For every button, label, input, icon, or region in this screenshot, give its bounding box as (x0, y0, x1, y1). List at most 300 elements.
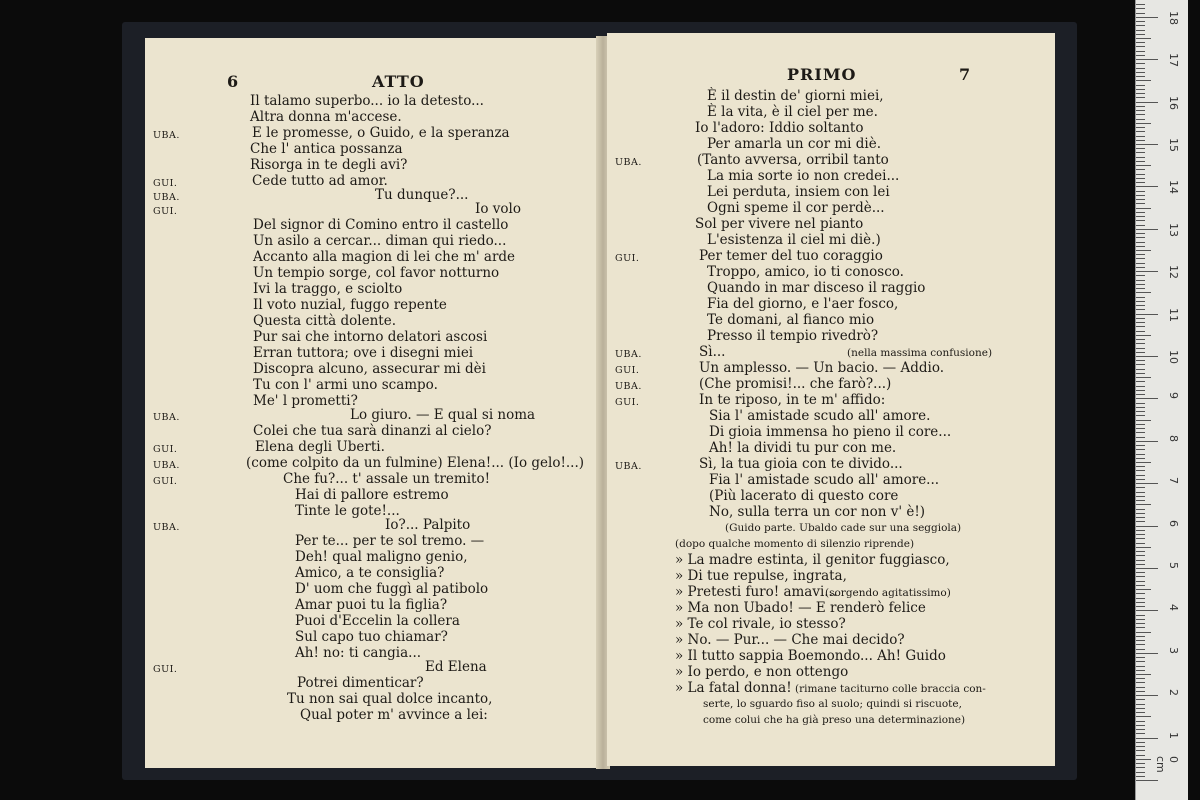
text-line: Elena degli Uberti. (255, 439, 385, 455)
ruler-tick (1136, 343, 1145, 344)
ruler-tick (1136, 661, 1145, 662)
text-line: Ogni speme il cor perdè... (707, 200, 885, 216)
ruler-tick (1136, 441, 1158, 442)
ruler-tick (1136, 271, 1158, 272)
speaker-label: GUI. (153, 206, 178, 217)
ruler-label: 4 (1167, 604, 1180, 612)
text-line: È il destin de' giorni miei, (707, 88, 884, 104)
ruler-label: 14 (1167, 180, 1180, 195)
ruler-label: 3 (1167, 646, 1180, 654)
text-line: Sol per vivere nel pianto (695, 216, 864, 232)
ruler-tick (1136, 466, 1145, 467)
ruler-tick (1136, 242, 1145, 243)
ruler-tick (1136, 733, 1145, 734)
ruler-tick (1136, 85, 1145, 86)
ruler-tick (1136, 543, 1145, 544)
text-line: Te domani, al fianco mio (707, 312, 875, 328)
ruler-tick (1136, 657, 1145, 658)
ruler-tick (1136, 377, 1151, 378)
ruler-tick (1136, 725, 1145, 726)
text-line: Questa città dolente. (253, 313, 396, 329)
speaker-label: UBA. (153, 412, 180, 423)
ruler-tick (1136, 678, 1145, 679)
text-line: Tu con l' armi uno scampo. (253, 377, 438, 393)
ruler-tick (1136, 250, 1151, 251)
ruler-tick (1136, 369, 1145, 370)
text-line: (Che promisi!... che farò?...) (699, 376, 892, 392)
ruler-tick (1136, 712, 1145, 713)
ruler-tick (1136, 199, 1145, 200)
text-line: (Tanto avversa, orribil tanto (697, 152, 889, 168)
ruler-tick (1136, 114, 1145, 115)
stage-direction: (sorgendo agitatissimo) (825, 587, 951, 599)
text-line: Puoi d'Eccelin la collera (295, 613, 460, 629)
text-line: È la vita, è il ciel per me. (707, 104, 878, 120)
ruler-tick (1136, 30, 1145, 31)
ruler-tick (1136, 225, 1145, 226)
ruler-tick (1136, 627, 1145, 628)
ruler-tick (1136, 123, 1151, 124)
ruler-tick (1136, 46, 1145, 47)
ruler-tick (1136, 157, 1145, 158)
ruler-tick (1136, 449, 1145, 450)
ruler-tick (1136, 106, 1145, 107)
ruler-tick (1136, 759, 1151, 760)
text-line: Fia del giorno, e l'aer fosco, (707, 296, 899, 312)
ruler-tick (1136, 742, 1145, 743)
ruler-tick (1136, 364, 1145, 365)
text-line: La mia sorte io non credei... (707, 168, 900, 184)
speaker-label: UBA. (153, 192, 180, 203)
ruler-label: 1 (1167, 731, 1180, 739)
ruler-label: 18 (1167, 10, 1180, 25)
text-line: Tu non sai qual dolce incanto, (287, 691, 493, 707)
text-line: Un asilo a cercar... diman qui riedo... (253, 233, 507, 249)
ruler-tick (1136, 581, 1145, 582)
ruler-tick (1136, 288, 1145, 289)
ruler-tick (1136, 178, 1145, 179)
text-line: Colei che tua sarà dinanzi al cielo? (253, 423, 492, 439)
ruler-tick (1136, 42, 1145, 43)
ruler-label: 0 cm (1154, 756, 1180, 773)
text-line: Un tempio sorge, col favor notturno (253, 265, 500, 281)
ruler-label: 5 (1167, 562, 1180, 569)
ruler-tick (1136, 237, 1145, 238)
ruler-tick (1136, 517, 1145, 518)
ruler-tick (1136, 636, 1145, 637)
text-line: Amico, a te consiglia? (295, 565, 445, 581)
ruler-tick (1136, 34, 1145, 35)
ruler-tick (1136, 487, 1145, 488)
ruler-tick (1136, 161, 1145, 162)
text-line: come colui che ha già preso una determinazione) (703, 714, 966, 726)
text-line: » No. — Pur... — Che mai decido? (675, 632, 905, 648)
ruler-label: 10 (1167, 350, 1180, 364)
ruler-tick (1136, 691, 1145, 692)
ruler-tick (1136, 254, 1145, 255)
text-line: D' uom che fuggì al patibolo (295, 581, 489, 597)
stage-direction: (nella massima confusione) (847, 347, 993, 359)
ruler-tick (1136, 335, 1151, 336)
speaker-label: UBA. (615, 157, 642, 168)
text-line: » Il tutto sappia Boemondo... Ah! Guido (675, 648, 946, 664)
ruler-tick (1136, 526, 1158, 527)
ruler-label: 11 (1167, 307, 1180, 322)
text-line: Il voto nuzial, fuggo repente (253, 297, 447, 313)
ruler-tick (1136, 721, 1145, 722)
ruler-tick (1136, 415, 1145, 416)
text-line: Io l'adoro: Iddio soltanto (695, 120, 864, 136)
speaker-label: GUI. (615, 365, 640, 376)
ruler-tick (1136, 301, 1145, 302)
ruler-tick (1136, 746, 1145, 747)
ruler-tick (1136, 148, 1145, 149)
text-line: Di gioia immensa ho pieno il core... (709, 424, 952, 440)
text-line: Per amarla un cor mi diè. (707, 136, 881, 152)
ruler-tick (1136, 38, 1151, 39)
text-line: » Te col rivale, io stesso? (675, 616, 846, 632)
text-line: Fia l' amistade scudo all' amore... (709, 472, 940, 488)
ruler-tick (1136, 738, 1158, 739)
ruler-tick (1136, 666, 1145, 667)
ruler-tick (1136, 504, 1151, 505)
text-line: » Di tue repulse, ingrata, (675, 568, 847, 584)
ruler-tick (1136, 280, 1145, 281)
ruler-tick (1136, 314, 1158, 315)
text-line: Ah! no: ti cangia... (295, 645, 422, 661)
text-line: Deh! qual maligno genio, (295, 549, 468, 565)
ruler-tick (1136, 152, 1145, 153)
ruler-tick (1136, 530, 1145, 531)
ruler-tick (1136, 682, 1145, 683)
text-line: (Guido parte. Ubaldo cade sur una seggiola) (725, 522, 962, 534)
ruler-tick (1136, 322, 1145, 323)
text-line: Ed Elena (425, 659, 487, 675)
ruler-tick (1136, 381, 1145, 382)
ruler-tick (1136, 470, 1145, 471)
running-header: PRIMO (787, 65, 857, 84)
ruler-tick (1136, 674, 1151, 675)
text-line: » La madre estinta, il genitor fuggiasco, (675, 552, 950, 568)
ruler-tick (1136, 212, 1145, 213)
ruler-tick (1136, 475, 1145, 476)
text-line: » Pretesti furo! amavi... (675, 584, 838, 600)
ruler-tick (1136, 398, 1158, 399)
text-line: Per te... per te sol tremo. — (295, 533, 485, 549)
ruler-tick (1136, 462, 1151, 463)
ruler-tick (1136, 593, 1145, 594)
text-line: serte, lo sguardo fiso al suolo; quindi si riscuote, (703, 698, 962, 710)
text-line: (come colpito da un fulmine) Elena!... (Io gelo!...) (246, 455, 585, 471)
ruler-tick (1136, 203, 1145, 204)
ruler-tick (1136, 136, 1145, 137)
ruler-tick (1136, 500, 1145, 501)
ruler-tick (1136, 619, 1145, 620)
text-line: E le promesse, o Guido, e la speranza (252, 125, 510, 141)
ruler-tick (1136, 704, 1145, 705)
ruler-tick (1136, 776, 1145, 777)
ruler-tick (1136, 165, 1151, 166)
ruler-tick (1136, 644, 1145, 645)
text-line: No, sulla terra un cor non v' è!) (709, 504, 926, 520)
ruler-tick (1136, 598, 1145, 599)
right-page (607, 33, 1055, 766)
ruler-tick (1136, 716, 1151, 717)
ruler-tick (1136, 13, 1145, 14)
ruler-tick (1136, 755, 1145, 756)
text-line: Pur sai che intorno delatori ascosi (253, 329, 488, 345)
ruler-tick (1136, 394, 1145, 395)
ruler-label: 12 (1167, 265, 1180, 280)
speaker-label: GUI. (615, 253, 640, 264)
ruler-tick (1136, 373, 1145, 374)
text-line: Sì, la tua gioia con te divido... (699, 456, 903, 472)
ruler-tick (1136, 492, 1145, 493)
ruler-tick (1136, 564, 1145, 565)
ruler-tick (1136, 119, 1145, 120)
text-line: Lo giuro. — E qual si noma (350, 407, 536, 423)
ruler-tick (1136, 68, 1145, 69)
ruler-tick (1136, 509, 1145, 510)
text-line: » Ma non Ubado! — E renderò felice (675, 600, 926, 616)
ruler-tick (1136, 216, 1145, 217)
ruler-tick (1136, 589, 1151, 590)
text-line: Me' l prometti? (253, 393, 358, 409)
ruler-tick (1136, 21, 1145, 22)
ruler-tick (1136, 750, 1145, 751)
ruler-tick (1136, 267, 1145, 268)
ruler-tick (1136, 568, 1158, 569)
ruler-tick (1136, 51, 1145, 52)
ruler-tick (1136, 479, 1145, 480)
ruler-tick (1136, 458, 1145, 459)
ruler-tick (1136, 445, 1145, 446)
ruler-tick (1136, 454, 1145, 455)
text-line: Tu dunque?... (375, 187, 469, 203)
ruler-tick (1136, 390, 1145, 391)
text-line: Erran tuttora; ove i disegni miei (253, 345, 474, 361)
ruler-tick (1136, 297, 1145, 298)
text-line: Quando in mar disceso il raggio (707, 280, 926, 296)
ruler-tick (1136, 424, 1145, 425)
text-line: Hai di pallore estremo (295, 487, 449, 503)
page-number: 6 (227, 72, 240, 91)
ruler-tick (1136, 407, 1145, 408)
ruler-tick (1136, 8, 1145, 9)
ruler-tick (1136, 615, 1145, 616)
speaker-label: GUI. (153, 178, 178, 189)
ruler-tick (1136, 695, 1158, 696)
text-line: Sì... (699, 344, 726, 360)
ruler-tick (1136, 606, 1145, 607)
ruler-tick (1136, 110, 1145, 111)
text-line: Amar puoi tu la figlia? (295, 597, 448, 613)
measurement-ruler (1135, 0, 1188, 800)
text-line: Io volo (475, 201, 521, 217)
ruler-tick (1136, 640, 1145, 641)
text-line: Per temer del tuo coraggio (699, 248, 883, 264)
ruler-tick (1136, 670, 1145, 671)
ruler-tick (1136, 305, 1145, 306)
ruler-label: 9 (1167, 392, 1180, 400)
ruler-label: 6 (1167, 519, 1180, 527)
ruler-tick (1136, 610, 1158, 611)
ruler-tick (1136, 411, 1145, 412)
ruler-tick (1136, 576, 1145, 577)
text-line: Io?... Palpito (385, 517, 471, 533)
ruler-tick (1136, 547, 1151, 548)
ruler-tick (1136, 687, 1145, 688)
speaker-label: GUI. (153, 476, 178, 487)
ruler-tick (1136, 649, 1145, 650)
ruler-tick (1136, 127, 1145, 128)
ruler-label: 17 (1167, 53, 1180, 68)
ruler-tick (1136, 195, 1145, 196)
ruler-tick (1136, 560, 1145, 561)
ruler-tick (1136, 140, 1145, 141)
ruler-tick (1136, 93, 1145, 94)
ruler-tick (1136, 326, 1145, 327)
ruler-tick (1136, 551, 1145, 552)
ruler-tick (1136, 513, 1145, 514)
ruler-tick (1136, 186, 1158, 187)
ruler-tick (1136, 4, 1145, 5)
ruler-tick (1136, 89, 1145, 90)
ruler-label: 13 (1167, 222, 1180, 237)
text-line: Ah! la dividi tu pur con me. (709, 440, 897, 456)
ruler-tick (1136, 699, 1145, 700)
running-header: ATTO (372, 72, 425, 91)
page-number: 7 (959, 65, 972, 84)
ruler-tick (1136, 55, 1145, 56)
ruler-tick (1136, 63, 1145, 64)
text-line: Che l' antica possanza (250, 141, 403, 157)
ruler-tick (1136, 97, 1145, 98)
ruler-tick (1136, 483, 1158, 484)
ruler-tick (1136, 309, 1145, 310)
ruler-label: 15 (1167, 138, 1180, 152)
ruler-label: 8 (1167, 434, 1180, 442)
text-line: Discopra alcuno, assecurar mi dèi (253, 361, 486, 377)
text-line: L'esistenza il ciel mi diè.) (707, 232, 881, 248)
stage-direction: (rimane taciturno colle braccia con- (795, 683, 986, 695)
ruler-tick (1136, 729, 1145, 730)
text-line: Potrei dimenticar? (297, 675, 424, 691)
ruler-tick (1136, 275, 1145, 276)
ruler-tick (1136, 420, 1151, 421)
ruler-label: 16 (1167, 95, 1180, 110)
ruler-tick (1136, 208, 1151, 209)
ruler-tick (1136, 258, 1145, 259)
ruler-tick (1136, 263, 1145, 264)
ruler-tick (1136, 632, 1151, 633)
ruler-tick (1136, 602, 1145, 603)
ruler-tick (1136, 763, 1145, 764)
speaker-label: UBA. (615, 349, 642, 360)
text-line: Il talamo superbo... io la detesto... (250, 93, 484, 109)
ruler-tick (1136, 220, 1145, 221)
ruler-tick (1136, 174, 1145, 175)
ruler-label: 2 (1167, 689, 1180, 697)
text-line: Qual poter m' avvince a lei: (300, 707, 488, 723)
text-line: Accanto alla magion di lei che m' arde (253, 249, 516, 265)
ruler-tick (1136, 708, 1145, 709)
ruler-tick (1136, 339, 1145, 340)
ruler-tick (1136, 318, 1145, 319)
ruler-tick (1136, 292, 1151, 293)
ruler-tick (1136, 80, 1151, 81)
ruler-tick (1136, 386, 1145, 387)
ruler-tick (1136, 59, 1158, 60)
speaker-label: UBA. (153, 460, 180, 471)
ruler-tick (1136, 182, 1145, 183)
text-line: (Più lacerato di questo core (709, 488, 899, 504)
ruler-tick (1136, 623, 1145, 624)
ruler-tick (1136, 233, 1145, 234)
text-line: Altra donna m'accese. (250, 109, 402, 125)
text-line: (dopo qualche momento di silenzio riprende) (675, 538, 915, 550)
ruler-tick (1136, 246, 1145, 247)
ruler-tick (1136, 331, 1145, 332)
speaker-label: GUI. (153, 444, 178, 455)
text-line: Un amplesso. — Un bacio. — Addio. (699, 360, 945, 376)
ruler-tick (1136, 585, 1145, 586)
text-line: Sia l' amistade scudo all' amore. (709, 408, 931, 424)
ruler-tick (1136, 653, 1158, 654)
speaker-label: UBA. (153, 522, 180, 533)
speaker-label: GUI. (153, 664, 178, 675)
text-line: Lei perduta, insiem con lei (707, 184, 890, 200)
ruler-tick (1136, 780, 1158, 781)
text-line: Ivi la traggo, e sciolto (253, 281, 403, 297)
left-page (145, 38, 600, 768)
text-line: » La fatal donna! (675, 680, 792, 696)
text-line: Che fu?... t' assale un tremito! (283, 471, 491, 487)
ruler-tick (1136, 76, 1145, 77)
ruler-tick (1136, 356, 1158, 357)
text-line: Presso il tempio rivedrò? (707, 328, 879, 344)
ruler-tick (1136, 428, 1145, 429)
ruler-tick (1136, 767, 1145, 768)
ruler-tick (1136, 72, 1145, 73)
ruler-label: 7 (1167, 477, 1180, 485)
ruler-tick (1136, 572, 1145, 573)
ruler-tick (1136, 348, 1145, 349)
ruler-tick (1136, 403, 1145, 404)
speaker-label: UBA. (615, 381, 642, 392)
ruler-tick (1136, 102, 1158, 103)
ruler-tick (1136, 169, 1145, 170)
ruler-tick (1136, 284, 1145, 285)
text-line: » Io perdo, e non ottengo (675, 664, 849, 680)
text-line: Risorga in te degli avi? (250, 157, 408, 173)
ruler-tick (1136, 131, 1145, 132)
ruler-tick (1136, 432, 1145, 433)
text-line: Sul capo tuo chiamar? (295, 629, 448, 645)
speaker-label: GUI. (615, 397, 640, 408)
ruler-tick (1136, 144, 1158, 145)
ruler-tick (1136, 496, 1145, 497)
text-line: Troppo, amico, io ti conosco. (707, 264, 904, 280)
ruler-tick (1136, 360, 1145, 361)
ruler-tick (1136, 521, 1145, 522)
ruler-tick (1136, 534, 1145, 535)
text-line: Del signor di Comino entro il castello (253, 217, 509, 233)
ruler-tick (1136, 25, 1145, 26)
text-line: Tinte le gote!... (295, 503, 400, 519)
ruler-tick (1136, 555, 1145, 556)
ruler-tick (1136, 772, 1145, 773)
